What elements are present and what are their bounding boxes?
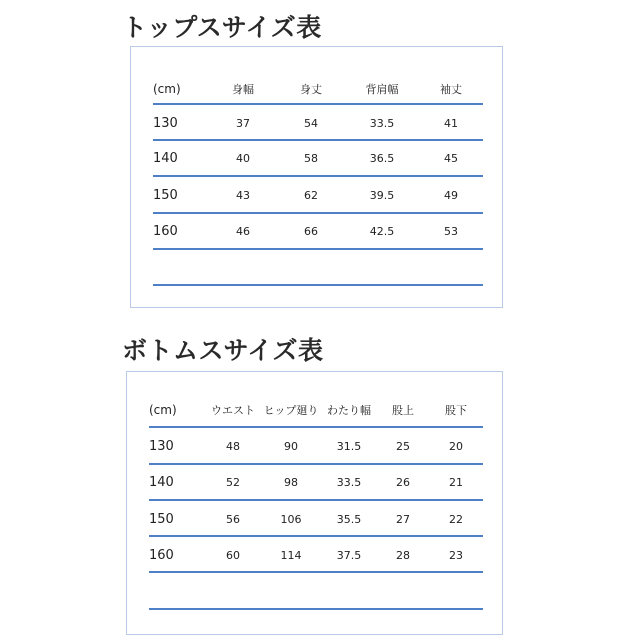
- table-cell: 46: [236, 224, 250, 238]
- tops-header-sleeve-length: 袖丈: [440, 83, 462, 96]
- table-rule: [149, 499, 483, 501]
- tops-row-130: [153, 113, 483, 133]
- tops-header-row: [153, 79, 483, 99]
- tops-row-160: [153, 221, 483, 241]
- bottoms-size-chart-title: ボトムスサイズ表: [122, 336, 324, 365]
- bottoms-header-inseam: 股下: [445, 404, 467, 417]
- table-cell: 21: [449, 475, 463, 489]
- table-rule: [153, 175, 483, 177]
- table-cell: 62: [304, 188, 318, 202]
- table-cell: 56: [226, 512, 240, 526]
- table-cell: 37.5: [336, 548, 362, 562]
- table-cell: 114: [280, 548, 302, 562]
- table-rule: [153, 212, 483, 214]
- bottoms-row-150: [149, 509, 483, 529]
- table-rule: [149, 463, 483, 465]
- table-cell: 66: [304, 224, 318, 238]
- table-cell: 35.5: [336, 512, 362, 526]
- tops-size-table: [153, 47, 483, 309]
- tops-size-chart-title: トップスサイズ表: [122, 13, 322, 42]
- table-cell: 39.5: [369, 188, 395, 202]
- table-cell: 49: [444, 188, 458, 202]
- bottoms-header-row: [149, 400, 483, 420]
- table-rule: [153, 248, 483, 250]
- tops-size-chart-box: [130, 46, 503, 308]
- table-cell: 25: [396, 439, 410, 453]
- table-cell: 33.5: [336, 475, 362, 489]
- table-cell: 26: [396, 475, 410, 489]
- table-rule: [149, 426, 483, 428]
- table-cell: 31.5: [336, 439, 362, 453]
- table-cell: 54: [304, 116, 318, 130]
- table-cell: 41: [444, 116, 458, 130]
- size-label: 160: [149, 547, 174, 563]
- tops-header-shoulder-width: 背肩幅: [365, 83, 399, 96]
- bottoms-row-130: [149, 436, 483, 456]
- table-cell: 43: [236, 188, 250, 202]
- tops-row-140: [153, 148, 483, 168]
- table-cell: 28: [396, 548, 410, 562]
- table-rule: [149, 571, 483, 573]
- table-cell: 42.5: [369, 224, 395, 238]
- table-cell: 53: [444, 224, 458, 238]
- table-cell: 20: [449, 439, 463, 453]
- table-cell: 37: [236, 116, 250, 130]
- table-cell: 98: [284, 475, 298, 489]
- table-cell: 52: [226, 475, 240, 489]
- bottoms-header-rise: 股上: [392, 404, 414, 417]
- size-label: 150: [149, 511, 174, 527]
- bottoms-header-cm: (cm): [149, 403, 177, 417]
- size-label: 140: [149, 474, 174, 490]
- table-cell: 45: [444, 151, 458, 165]
- table-cell: 27: [396, 512, 410, 526]
- table-cell: 48: [226, 439, 240, 453]
- table-cell: 23: [449, 548, 463, 562]
- table-cell: 22: [449, 512, 463, 526]
- table-cell: 36.5: [369, 151, 395, 165]
- bottoms-size-table: [149, 372, 483, 636]
- tops-header-cm: (cm): [153, 82, 181, 96]
- tops-row-150: [153, 185, 483, 205]
- size-label: 160: [153, 223, 178, 239]
- bottoms-header-hip: ヒップ廻り: [263, 404, 319, 417]
- table-rule: [149, 535, 483, 537]
- tops-header-chest-width: 身幅: [232, 83, 254, 96]
- bottoms-header-waist: ウエスト: [211, 404, 255, 417]
- size-label: 130: [153, 115, 178, 131]
- table-cell: 40: [236, 151, 250, 165]
- tops-header-body-length: 身丈: [300, 83, 322, 96]
- table-cell: 58: [304, 151, 318, 165]
- bottoms-size-chart-box: [126, 371, 503, 635]
- bottoms-row-160: [149, 545, 483, 565]
- table-cell: 33.5: [369, 116, 395, 130]
- bottoms-row-140: [149, 472, 483, 492]
- size-label: 140: [153, 150, 178, 166]
- table-rule: [153, 103, 483, 105]
- size-label: 130: [149, 438, 174, 454]
- table-rule: [149, 608, 483, 610]
- table-cell: 60: [226, 548, 240, 562]
- table-cell: 90: [284, 439, 298, 453]
- table-cell: 106: [280, 512, 302, 526]
- bottoms-header-thigh-width: わたり幅: [327, 404, 371, 417]
- table-rule: [153, 139, 483, 141]
- table-rule: [153, 284, 483, 286]
- size-label: 150: [153, 187, 178, 203]
